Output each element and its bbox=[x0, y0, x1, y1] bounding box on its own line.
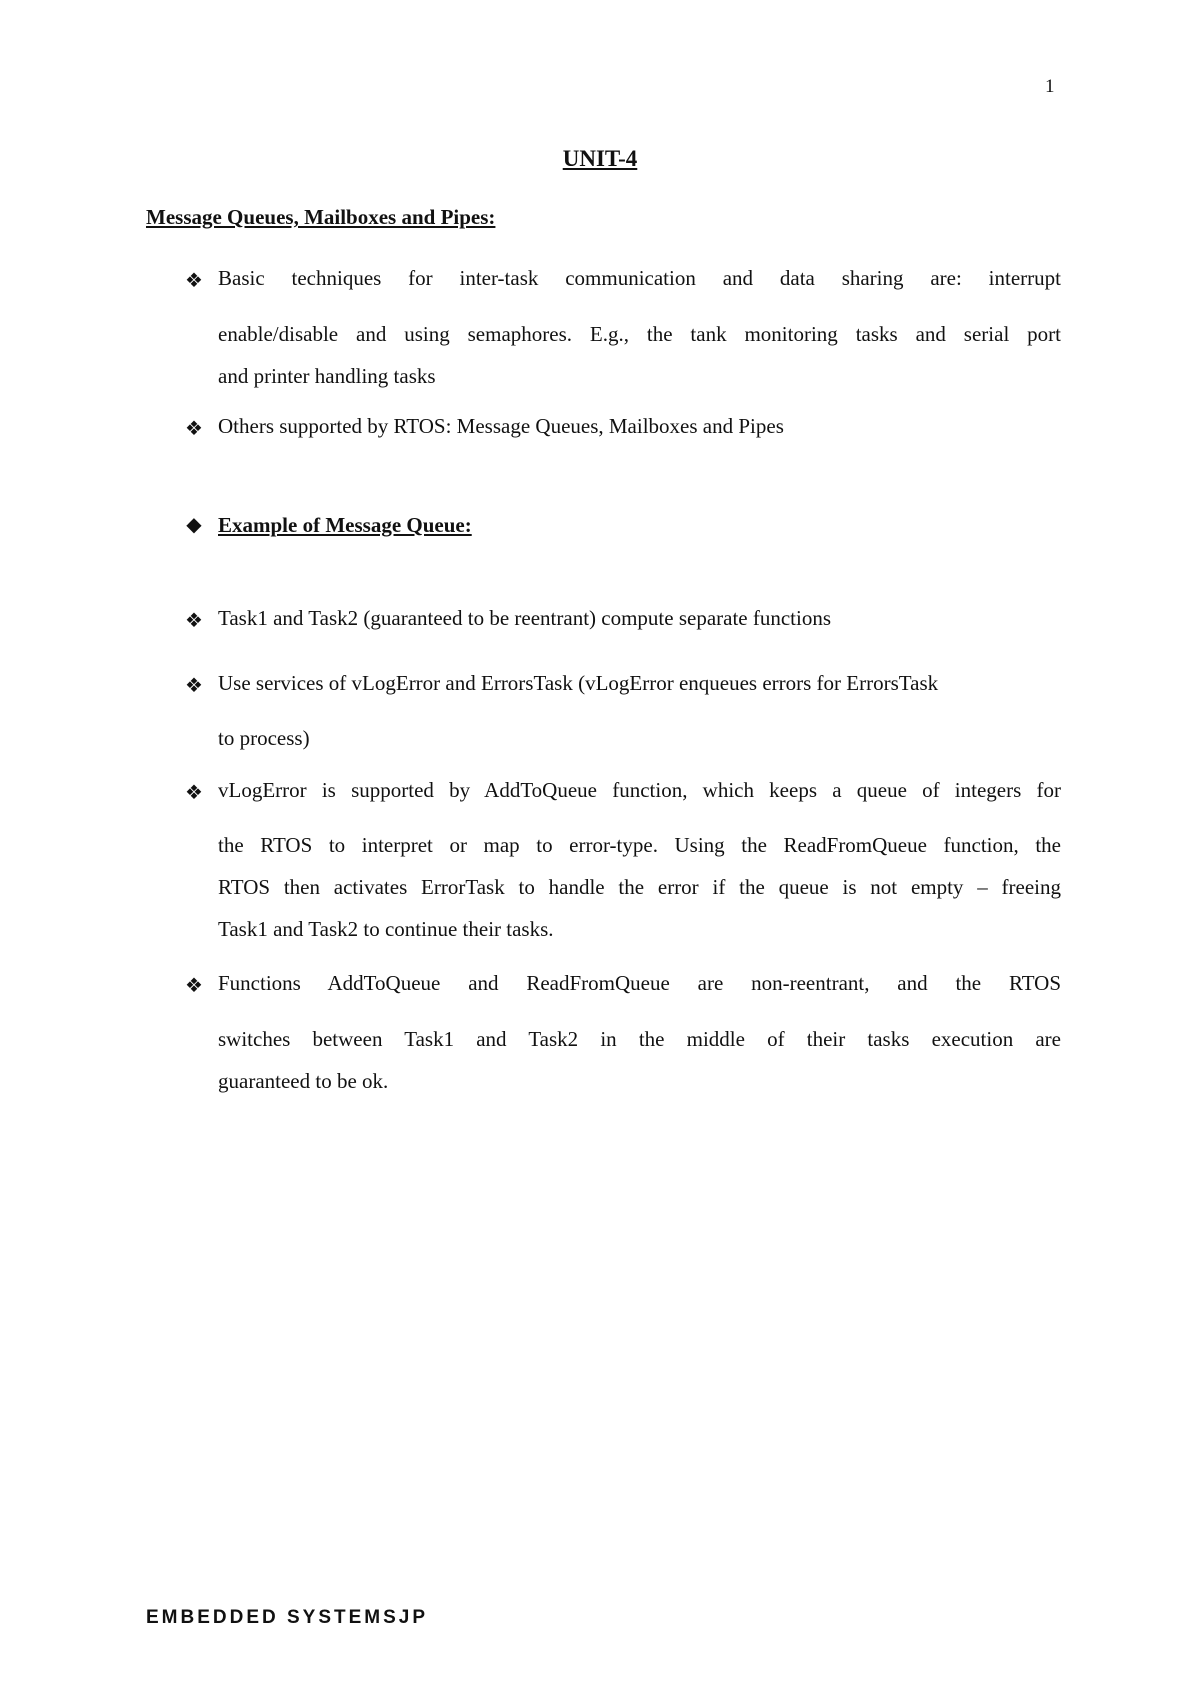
list-item-line: RTOS then activates ErrorTask to handle the error if the queue is not empty – freeing bbox=[218, 875, 1061, 899]
diamond-bullet-icon: ❖ bbox=[185, 782, 203, 804]
list-item bbox=[218, 971, 1061, 1094]
list-item-line: Others supported by RTOS: Message Queues, Mailboxes and Pipes bbox=[218, 414, 784, 438]
list-item bbox=[218, 778, 1061, 942]
diamond-bullet-icon: ❖ bbox=[185, 270, 203, 292]
unit-title: UNIT-4 bbox=[562, 146, 638, 171]
list-item-line: Functions AddToQueue and ReadFromQueue are non-reentrant, and the RTOS bbox=[218, 971, 1061, 995]
list-item-line: vLogError is supported by AddToQueue function, which keeps a queue of integers for bbox=[218, 778, 1061, 802]
list-item-line: the RTOS to interpret or map to error-type. Using the ReadFromQueue function, the bbox=[218, 833, 1061, 857]
diamond-bullet-icon: ❖ bbox=[185, 975, 203, 997]
list-item-line: Task1 and Task2 (guaranteed to be reentrant) compute separate functions bbox=[218, 606, 832, 630]
example-heading: Example of Message Queue: bbox=[218, 513, 472, 537]
footer-text: EMBEDDED SYSTEMSJP bbox=[146, 1607, 429, 1628]
list-item bbox=[218, 414, 1061, 439]
list-item-line: to process) bbox=[218, 726, 310, 750]
list-item-line: enable/disable and using semaphores. E.g., the tank monitoring tasks and serial port bbox=[218, 322, 1061, 346]
list-item-line: Basic techniques for inter-task communication and data sharing are: interrupt bbox=[218, 266, 1061, 290]
list-item bbox=[218, 606, 1061, 631]
diamond-heading-bullet-icon: ◆ bbox=[186, 514, 202, 536]
list-item-line: and printer handling tasks bbox=[218, 364, 436, 388]
diamond-bullet-icon: ❖ bbox=[185, 610, 203, 632]
page-number: 1 bbox=[1045, 76, 1055, 97]
list-item-line: switches between Task1 and Task2 in the middle of their tasks execution are bbox=[218, 1027, 1061, 1051]
diamond-bullet-icon: ❖ bbox=[185, 675, 203, 697]
list-item-line: guaranteed to be ok. bbox=[218, 1069, 389, 1093]
list-item-line: Task1 and Task2 to continue their tasks. bbox=[218, 917, 554, 941]
list-item-line: Use services of vLogError and ErrorsTask (vLogError enqueues errors for ErrorsTask bbox=[218, 671, 939, 695]
section-heading: Message Queues, Mailboxes and Pipes: bbox=[146, 205, 496, 229]
diamond-bullet-icon: ❖ bbox=[185, 418, 203, 440]
list-item bbox=[218, 266, 1061, 389]
list-item bbox=[218, 671, 1061, 751]
